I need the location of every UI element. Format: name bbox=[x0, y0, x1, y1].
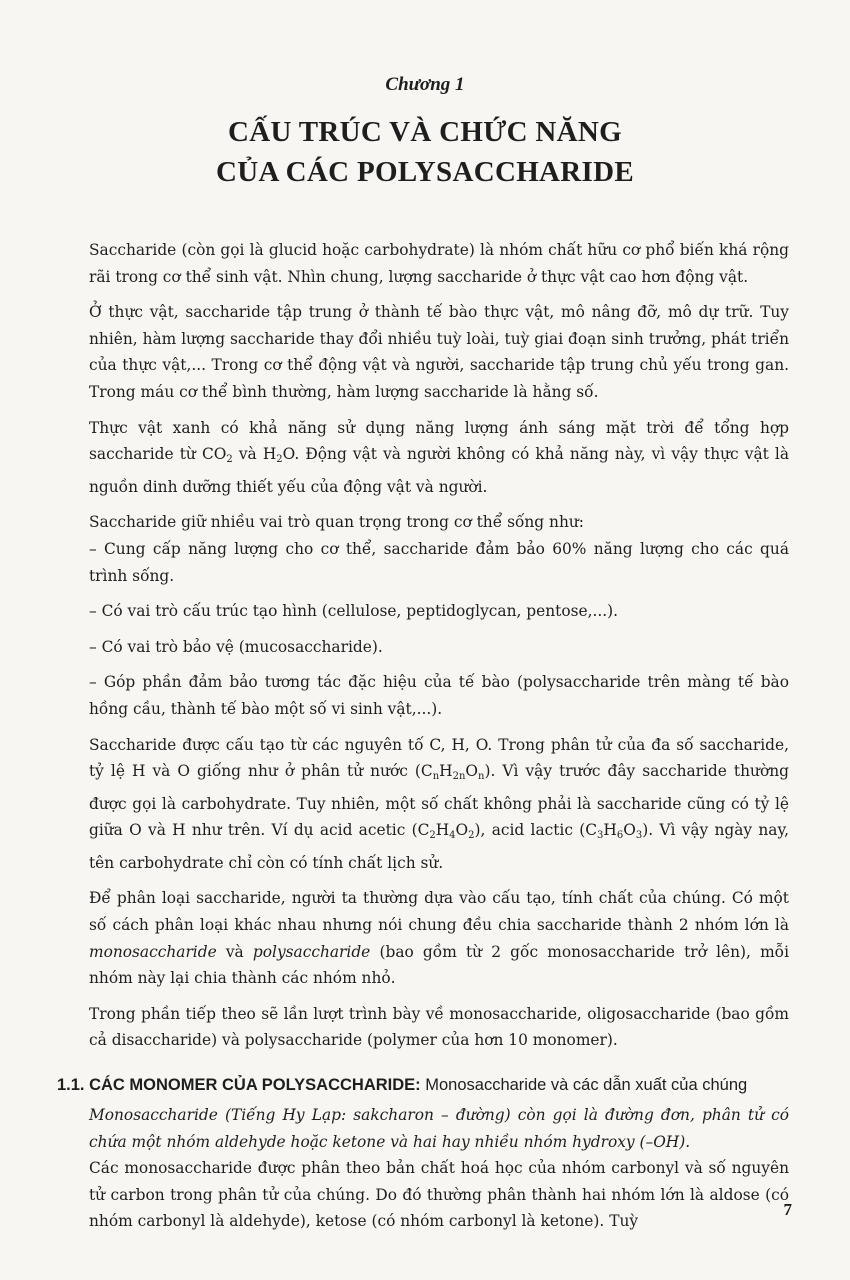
bullet-structure: – Có vai trò cấu trúc tạo hình (cellulose, peptidoglycan, pentose,...). bbox=[89, 602, 619, 621]
paragraph-plants: Ở thực vật, saccharide tập trung ở thành tế bào thực vật, mô nâng đỡ, mô dự trữ. Tuy nhiên, hàm lượng saccharide thay đổi nhiều tuỳ loài, tuỳ giai đoạn sinh trưởng, phát triển của thực vật,... Trong cơ thể động vật và người, saccharide tập trung chủ yếu trong gan. Trong máu cơ thể bình thường, hàm lượng saccharide là hằng số. bbox=[89, 303, 789, 401]
page-number: 7 bbox=[783, 1200, 792, 1219]
chapter-title-line-2: CỦA CÁC POLYSACCHARIDE bbox=[215, 156, 635, 188]
bullet-interaction: – Góp phần đảm bảo tương tác đặc hiệu của tế bào (polysaccharide trên màng tế bào hồng cầu, thành tế bào một số vi sinh vật,...). bbox=[89, 673, 789, 718]
section-heading bbox=[57, 1072, 789, 1098]
paragraph-outline: Trong phần tiếp theo sẽ lần lượt trình bày về monosaccharide, oligosaccharide (bao gồm cả disaccharide) và polysaccharide (polymer của hơn 10 monomer). bbox=[89, 1004, 789, 1050]
chapter-title-line-1: CẤU TRÚC VÀ CHỨC NĂNG bbox=[227, 116, 623, 148]
paragraph-monosaccharide-definition: Monosaccharide (Tiếng Hy Lạp: sakcharon – đường) còn gọi là đường đơn, phân tử có chứa một nhóm aldehyde hoặc ketone và hai hay nhiều nhóm hydroxy (–OH). bbox=[89, 1106, 789, 1151]
paragraph-photosynthesis: Thực vật xanh có khả năng sử dụng năng lượng ánh sáng mặt trời để tổng hợp saccharide từ $CO_2$ và $H_2O$. Động vật và người không có khả năng này, vì vậy thực vật là nguồn dinh dưỡng thiết yếu của động vật và người. bbox=[89, 418, 790, 496]
paragraph-roles: Saccharide giữ nhiều vai trò quan trọng trong cơ thể sống như: bbox=[89, 513, 584, 532]
body-text bbox=[57, 237, 790, 1244]
bullet-energy: – Cung cấp năng lượng cho cơ thể, saccharide đảm bảo 60% năng lượng cho các quá trình sống. bbox=[89, 539, 789, 585]
section-heading-rest: Monosaccharide và các dẫn xuất của chúng bbox=[420, 1076, 748, 1095]
bullet-protection: – Có vai trò bảo vệ (mucosaccharide). bbox=[89, 637, 383, 656]
paragraph-classification: Để phân loại saccharide, người ta thường dựa vào cấu tạo, tính chất của chúng. Có một số cách phân loại khác nhau nhưng nói chung đều chia saccharide thành 2 nhóm lớn là monosaccharide và polysaccharide (bao gồm từ 2 gốc monosaccharide trở lên), mỗi nhóm này lại chia thành các nhóm nhỏ. bbox=[89, 889, 790, 988]
paragraph-intro: Saccharide (còn gọi là glucid hoặc carbohydrate) là nhóm chất hữu cơ phổ biến khá rộng rãi trong cơ thể sinh vật. Nhìn chung, lượng saccharide ở thực vật cao hơn động vật. bbox=[89, 241, 789, 286]
paragraph-monosaccharide-classification: Các monosaccharide được phân theo bản chất hoá học của nhóm carbonyl và số nguyên tử carbon trong phân tử của chúng. Do đó thường phân thành hai nhóm lớn là aldose (có nhóm carbonyl là aldehyde), ketose (có nhóm carbonyl là ketone). Tuỳ bbox=[89, 1159, 789, 1231]
chapter-title bbox=[0, 112, 850, 192]
chapter-label: Chương 1 bbox=[385, 74, 465, 95]
section-heading-bold: 1.1. CÁC MONOMER CỦA POLYSACCHARIDE: bbox=[57, 1076, 421, 1095]
paragraph-composition: Saccharide được cấu tạo từ các nguyên tố C, H, O. Trong phân tử của đa số saccharide, tỷ lệ H và O giống như ở phân tử nước $(C_nH_{2n}O_n)$. Vì vậy trước đây saccharide thường được gọi là carbohydrate. Tuy nhiên, một số chất không phải là saccharide cũng có tỷ lệ giữa O và H như trên. Ví dụ acid acetic $(C_2H_4O_2)$, acid lactic $(C_3H_6O_3)$. Vì vậy ngày nay, tên carbohydrate chỉ còn có tính chất lịch sử. bbox=[89, 735, 789, 872]
